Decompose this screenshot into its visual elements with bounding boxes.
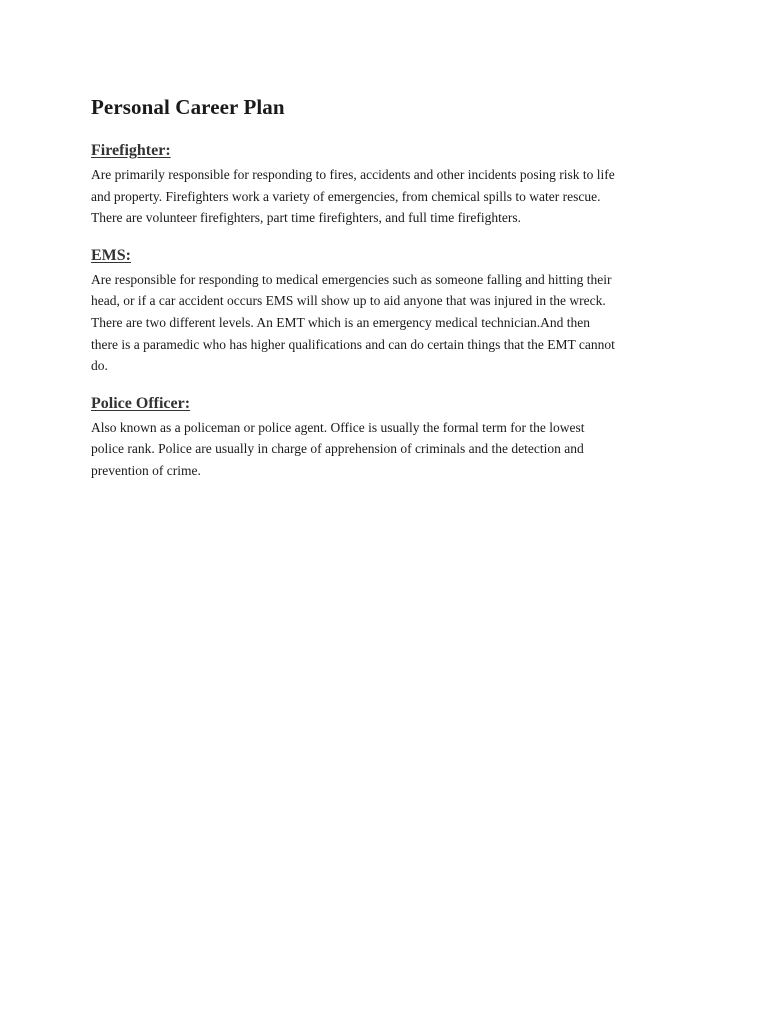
body-line: Are responsible for responding to medical emergencies such as someone falling and hitting their: [91, 271, 612, 287]
body-line: there is a paramedic who has higher qualifications and can do certain things that the EMT cannot: [91, 336, 615, 352]
section-firefighter: [91, 140, 691, 229]
section-body-police-officer: [91, 417, 691, 482]
body-line: do.: [91, 358, 108, 374]
document-page: [91, 92, 691, 498]
section-heading-ems: EMS:: [91, 246, 131, 264]
body-line: police rank. Police are usually in charge of apprehension of criminals and the detection and: [91, 441, 584, 457]
section-police-officer: [91, 393, 691, 482]
section-ems: [91, 245, 691, 377]
body-line: Also known as a policeman or police agent. Office is usually the formal term for the lowest: [91, 419, 585, 435]
section-heading-firefighter: Firefighter:: [91, 142, 171, 159]
section-body-ems: [91, 269, 691, 377]
body-line: There are volunteer firefighters, part time firefighters, and full time firefighters.: [91, 210, 521, 226]
body-line: head, or if a car accident occurs EMS will show up to aid anyone that was injured in the wreck.: [91, 293, 606, 309]
body-line: prevention of crime.: [91, 462, 201, 478]
body-line: Are primarily responsible for responding to fires, accidents and other incidents posing risk to life: [91, 167, 615, 182]
page-title: Personal Career Plan: [91, 95, 285, 119]
section-body-firefighter: [91, 164, 691, 229]
section-heading-police-officer: Police Officer:: [91, 394, 191, 412]
body-line: and property. Firefighters work a variety of emergencies, from chemical spills to water rescue.: [91, 188, 601, 204]
body-line: There are two different levels. An EMT which is an emergency medical technician.And then: [91, 314, 590, 330]
